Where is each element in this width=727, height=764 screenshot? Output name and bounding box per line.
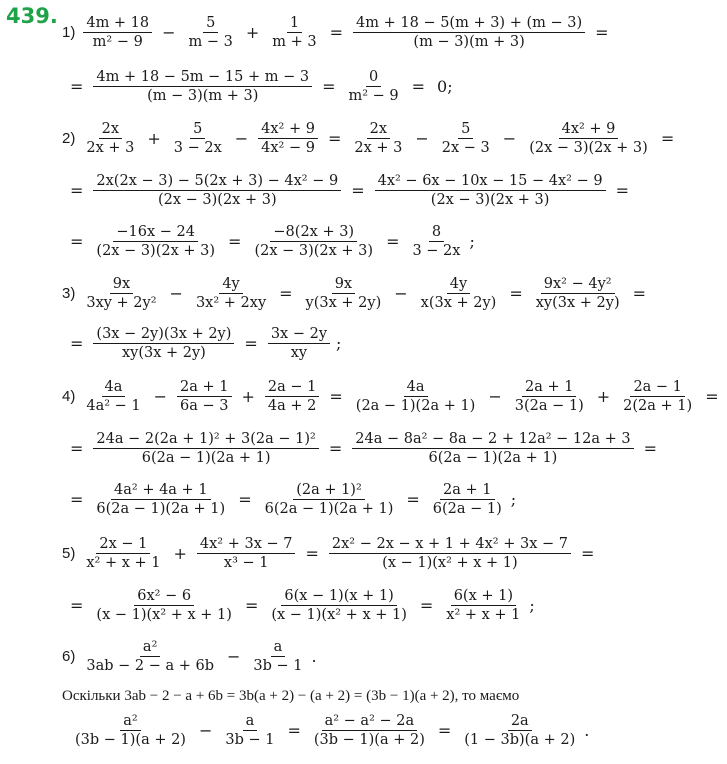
operator: = xyxy=(327,129,342,149)
equation-line-13 xyxy=(62,638,317,675)
denominator: 6(2a − 1) xyxy=(432,501,502,518)
fraction xyxy=(351,378,481,415)
operator: = xyxy=(580,544,595,564)
denominator: xy xyxy=(290,345,308,362)
fraction xyxy=(175,378,233,415)
numerator: 24a − 8a² − 8a − 2 + 12a² − 12a + 3 xyxy=(352,430,633,449)
numerator: 4m + 18 − 5m − 15 + m − 3 xyxy=(93,68,312,87)
operator: = xyxy=(595,23,609,43)
numerator: 4y xyxy=(447,275,470,294)
operator: = xyxy=(660,129,675,149)
fraction xyxy=(267,14,321,51)
item-label: 2) xyxy=(62,130,76,148)
operator: = xyxy=(437,721,452,741)
item-label: 1) xyxy=(62,24,76,42)
denominator: 3 − 2x xyxy=(173,140,222,157)
numerator: 4a xyxy=(404,378,428,397)
fraction xyxy=(81,535,165,572)
numerator: 2x xyxy=(99,120,122,139)
numerator: a² − a² − 2a xyxy=(322,712,418,731)
equation-line-9 xyxy=(62,430,665,467)
denominator: 3b − 1 xyxy=(253,658,303,675)
operator: = xyxy=(305,544,319,564)
denominator: 3x² + 2xy xyxy=(195,295,267,312)
equation-line-6 xyxy=(62,275,654,312)
denominator: m² − 9 xyxy=(348,88,399,105)
equation-line-8 xyxy=(62,378,727,415)
fraction xyxy=(266,587,412,624)
numerator: 1 xyxy=(287,14,302,33)
operator: = xyxy=(329,387,343,407)
operator: = xyxy=(643,439,657,459)
item-label: 5) xyxy=(62,545,76,563)
operator: + xyxy=(241,387,255,407)
operator: − xyxy=(162,23,176,43)
numerator: 0 xyxy=(366,68,381,87)
operator: − xyxy=(234,129,249,149)
numerator: a² xyxy=(140,638,160,657)
fraction xyxy=(459,712,580,749)
item-label: 4) xyxy=(62,388,76,406)
denominator: 2x + 3 xyxy=(354,140,403,157)
line-end: ; xyxy=(529,596,535,616)
fraction xyxy=(91,430,320,467)
fraction xyxy=(91,325,236,362)
operator: = xyxy=(70,77,84,97)
denominator: 2x + 3 xyxy=(86,140,135,157)
numerator: 24a − 2(2a + 1)² + 3(2a − 1)² xyxy=(93,430,318,449)
denominator: m² − 9 xyxy=(92,34,143,51)
fraction xyxy=(81,275,161,312)
fraction xyxy=(343,68,403,105)
fraction xyxy=(184,14,238,51)
operator: − xyxy=(226,647,241,667)
denominator: 4a + 2 xyxy=(267,398,317,415)
denominator: (2x − 3)(2x + 3) xyxy=(529,140,648,157)
equation-line-7 xyxy=(62,325,341,362)
fraction xyxy=(531,275,625,312)
line-end: ; xyxy=(469,232,475,252)
numerator: 2a xyxy=(508,712,532,731)
fraction xyxy=(510,378,589,415)
equation-line-5 xyxy=(62,223,475,260)
numerator: (3x − 2y)(3x + 2y) xyxy=(93,325,234,344)
fraction xyxy=(169,120,227,157)
numerator: 4a xyxy=(102,378,126,397)
line-end: 0; xyxy=(437,77,453,97)
numerator: a xyxy=(243,712,258,731)
operator: = xyxy=(287,721,301,741)
denominator: 3(2a − 1) xyxy=(514,398,584,415)
denominator: y(3x + 2y) xyxy=(305,295,382,312)
denominator: m + 3 xyxy=(272,34,317,51)
operator: = xyxy=(70,181,84,201)
equation-line-3 xyxy=(62,120,682,157)
numerator: 4x² − 6x − 10x − 15 − 4x² − 9 xyxy=(375,172,606,191)
operator: = xyxy=(419,596,434,616)
fraction xyxy=(263,378,321,415)
fraction xyxy=(81,120,139,157)
numerator: 2a + 1 xyxy=(522,378,576,397)
denominator: xy(3x + 2y) xyxy=(535,295,620,312)
fraction xyxy=(428,481,507,518)
operator: + xyxy=(147,129,161,149)
numerator: a² xyxy=(120,712,140,731)
operator: = xyxy=(705,387,719,407)
operator: = xyxy=(411,77,426,97)
fraction xyxy=(91,68,314,105)
operator: = xyxy=(406,490,420,510)
operator: = xyxy=(228,232,242,252)
numerator: 5 xyxy=(458,120,473,139)
operator: = xyxy=(70,232,84,252)
operator: = xyxy=(351,181,365,201)
denominator: 3b − 1 xyxy=(225,732,275,749)
numerator: (2a + 1)² xyxy=(293,481,365,500)
operator: + xyxy=(173,544,187,564)
operator: = xyxy=(70,334,84,354)
numerator: −8(2x + 3) xyxy=(270,223,357,242)
numerator: −16x − 24 xyxy=(113,223,198,242)
operator: = xyxy=(329,23,344,43)
line-end: . xyxy=(584,721,590,741)
numerator: 6(x + 1) xyxy=(451,587,516,606)
operator: = xyxy=(238,490,252,510)
numerator: 2a − 1 xyxy=(630,378,684,397)
operator: = xyxy=(322,77,336,97)
line-end: ; xyxy=(336,334,342,354)
fraction xyxy=(618,378,697,415)
denominator: (2x − 3)(2x + 3) xyxy=(430,192,550,209)
operator: − xyxy=(169,284,183,304)
fraction xyxy=(407,223,465,260)
operator: − xyxy=(153,387,168,407)
denominator: 2x − 3 xyxy=(441,140,490,157)
problem-number: 439. xyxy=(6,4,58,28)
numerator: 4y xyxy=(219,275,242,294)
fraction xyxy=(350,430,635,467)
denominator: 6(2a − 1)(2a + 1) xyxy=(96,501,226,518)
numerator: 5 xyxy=(203,14,218,33)
fraction xyxy=(349,120,407,157)
denominator: (2x − 3)(2x + 3) xyxy=(157,192,277,209)
operator: − xyxy=(415,129,429,149)
denominator: (x − 1)(x² + x + 1) xyxy=(382,555,518,572)
denominator: (3b − 1)(a + 2) xyxy=(75,732,186,749)
fraction xyxy=(309,712,430,749)
numerator: 6(x − 1)(x + 1) xyxy=(281,587,396,606)
fraction xyxy=(373,172,608,209)
operator: = xyxy=(70,439,84,459)
operator: = xyxy=(279,284,293,304)
numerator: 2a + 1 xyxy=(177,378,231,397)
numerator: 4m + 18 − 5(m + 3) + (m − 3) xyxy=(353,14,585,33)
fraction xyxy=(249,223,378,260)
explanation-text: Оскільки 3ab − 2 − a + 6b = 3b(a + 2) − (a + 2) = (3b − 1)(a + 2), то маємо xyxy=(62,688,520,704)
denominator: (2x − 3)(2x + 3) xyxy=(96,243,216,260)
fraction xyxy=(301,275,387,312)
equation-line-4 xyxy=(62,172,637,209)
operator: − xyxy=(394,284,408,304)
fraction xyxy=(256,120,320,157)
denominator: x³ − 1 xyxy=(223,555,269,572)
fraction xyxy=(437,120,495,157)
numerator: 9x xyxy=(110,275,133,294)
fraction xyxy=(266,325,332,362)
fraction xyxy=(195,535,298,572)
fraction xyxy=(220,712,279,749)
operator: = xyxy=(615,181,629,201)
fraction xyxy=(81,378,145,415)
fraction xyxy=(524,120,653,157)
denominator: 2(2a + 1) xyxy=(623,398,693,415)
numerator: 2x² − 2x − x + 1 + 4x² + 3x − 7 xyxy=(329,535,571,554)
fraction xyxy=(327,535,573,572)
numerator: 4a² + 4a + 1 xyxy=(111,481,211,500)
fraction xyxy=(81,14,154,51)
equation-line-11 xyxy=(62,535,602,572)
operator: + xyxy=(596,387,611,407)
numerator: 2x xyxy=(367,120,390,139)
denominator: 4x² − 9 xyxy=(261,140,315,157)
fraction xyxy=(191,275,271,312)
denominator: 3ab − 2 − a + 6b xyxy=(86,658,214,675)
fraction xyxy=(416,275,502,312)
denominator: (x − 1)(x² + x + 1) xyxy=(271,607,407,624)
operator: − xyxy=(488,387,502,407)
denominator: 4a² − 1 xyxy=(86,398,141,415)
fraction xyxy=(351,14,587,51)
operator: = xyxy=(70,490,84,510)
line-end: . xyxy=(311,647,317,667)
equation-line-12 xyxy=(62,587,535,624)
fraction xyxy=(91,172,343,209)
denominator: (m − 3)(m + 3) xyxy=(413,34,525,51)
fraction xyxy=(248,638,307,675)
operator: = xyxy=(386,232,400,252)
fraction xyxy=(81,638,219,675)
numerator: 4x² + 9 xyxy=(559,120,619,139)
numerator: 9x² − 4y² xyxy=(541,275,615,294)
denominator: (x − 1)(x² + x + 1) xyxy=(96,607,232,624)
fraction xyxy=(91,223,220,260)
operator: = xyxy=(509,284,523,304)
operator: = xyxy=(632,284,647,304)
line-end: ; xyxy=(510,490,517,510)
fraction xyxy=(91,481,230,518)
numerator: 5 xyxy=(190,120,205,139)
operator: = xyxy=(328,439,343,459)
operator: = xyxy=(244,596,259,616)
item-label: 3) xyxy=(62,285,76,303)
operator: − xyxy=(502,129,517,149)
denominator: (1 − 3b)(a + 2) xyxy=(464,732,576,749)
item-label: 6) xyxy=(62,648,76,666)
numerator: 2a + 1 xyxy=(440,481,494,500)
numerator: 4x² + 3x − 7 xyxy=(197,535,296,554)
numerator: 4x² + 9 xyxy=(258,120,318,139)
numerator: 4m + 18 xyxy=(83,14,152,33)
numerator: 3x − 2y xyxy=(268,325,330,344)
denominator: 6(2a − 1)(2a + 1) xyxy=(264,501,394,518)
operator: = xyxy=(70,596,84,616)
numerator: 6x² − 6 xyxy=(134,587,194,606)
fraction xyxy=(260,481,399,518)
equation-line-14 xyxy=(70,712,589,749)
numerator: 9x xyxy=(332,275,355,294)
numerator: 2a − 1 xyxy=(265,378,319,397)
fraction xyxy=(441,587,525,624)
denominator: (m − 3)(m + 3) xyxy=(147,88,259,105)
fraction xyxy=(91,587,237,624)
denominator: 6a − 3 xyxy=(180,398,229,415)
operator: = xyxy=(244,334,258,354)
denominator: (2x − 3)(2x + 3) xyxy=(254,243,374,260)
denominator: 6(2a − 1)(2a + 1) xyxy=(141,450,271,467)
numerator: 2x − 1 xyxy=(96,535,150,554)
numerator: a xyxy=(271,638,286,657)
denominator: x(3x + 2y) xyxy=(420,295,497,312)
denominator: 6(2a − 1)(2a + 1) xyxy=(428,450,558,467)
denominator: x² + x + 1 xyxy=(446,607,521,624)
fraction xyxy=(70,712,191,749)
denominator: xy(3x + 2y) xyxy=(121,345,206,362)
denominator: (3b − 1)(a + 2) xyxy=(313,732,425,749)
denominator: m − 3 xyxy=(188,34,233,51)
denominator: 3 − 2x xyxy=(412,243,461,260)
denominator: (2a − 1)(2a + 1) xyxy=(355,398,476,415)
denominator: x² + x + 1 xyxy=(86,555,161,572)
numerator: 2x(2x − 3) − 5(2x + 3) − 4x² − 9 xyxy=(93,172,341,191)
equation-line-1 xyxy=(62,14,617,51)
numerator: 8 xyxy=(429,223,444,242)
operator: − xyxy=(198,721,213,741)
equation-line-10 xyxy=(62,481,516,518)
equation-line-2 xyxy=(62,68,453,105)
operator: + xyxy=(245,23,260,43)
denominator: 3xy + 2y² xyxy=(86,295,157,312)
